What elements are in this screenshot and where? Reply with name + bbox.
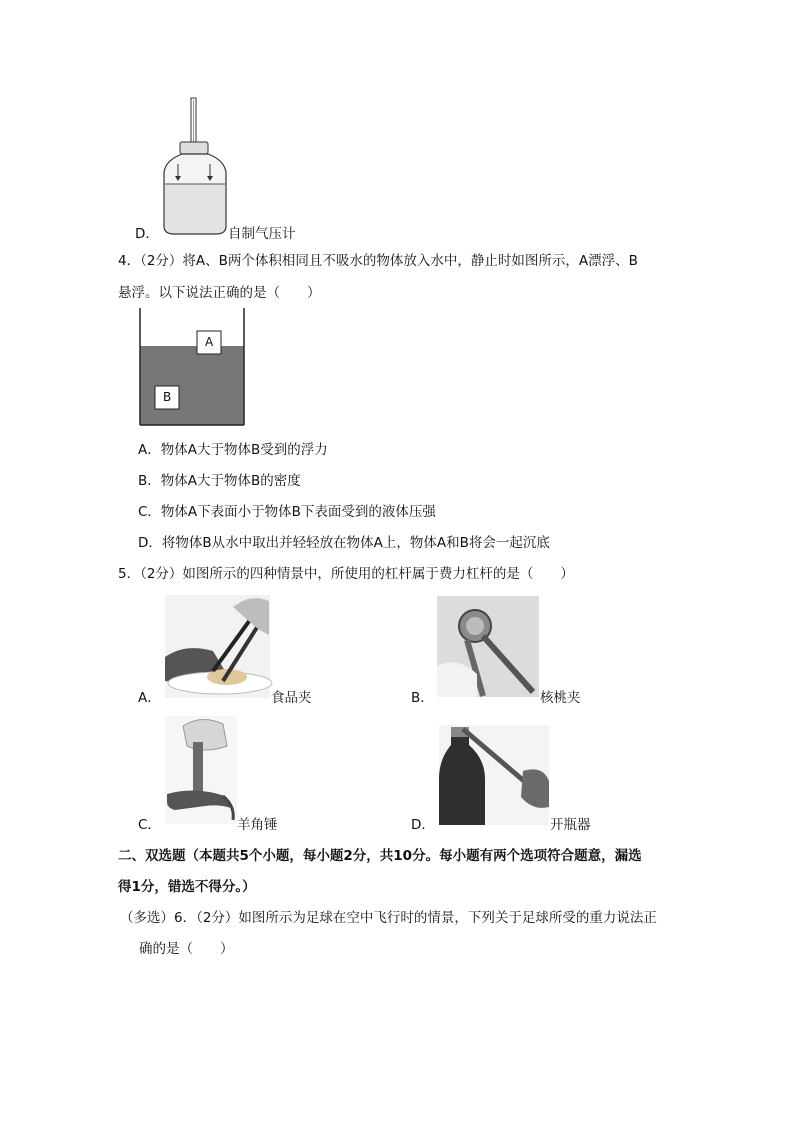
q4-option-c: C．物体A下表面小于物体B下表面受到的液体压强 [138, 504, 436, 520]
q4-figure-container [139, 308, 245, 426]
q5-option-c-caption: 羊角锤 [237, 817, 278, 833]
claw-hammer-photo [165, 716, 237, 824]
q5-option-c-letter: C． [138, 817, 161, 833]
block-b-label: B [163, 390, 172, 404]
q4-stem-line2: 悬浮。以下说法正确的是（ ） [118, 285, 321, 301]
q4-option-a: A．物体A大于物体B受到的浮力 [138, 442, 328, 458]
q3-option-d-letter: D． [135, 226, 159, 242]
block-a-label: A [205, 335, 214, 349]
q5-option-b-caption: 核桃夹 [540, 690, 581, 706]
q4-option-d: D．将物体B从水中取出并轻轻放在物体A上，物体A和B将会一起沉底 [138, 535, 550, 551]
q4-option-b: B．物体A大于物体B的密度 [138, 473, 301, 489]
q5-stem: 5．（2分）如图所示的四种情景中，所使用的杠杆属于费力杠杆的是（ ） [118, 566, 574, 582]
section2-heading-line1: 二、双选题（本题共5个小题，每小题2分，共10分。每小题有两个选项符合题意，漏选 [118, 848, 642, 864]
q5-option-b-letter: B． [411, 690, 434, 706]
q5-option-a-letter: A． [138, 690, 161, 706]
q4-stem-line1: 4．（2分）将A、B两个体积相同且不吸水的物体放入水中，静止时如图所示，A漂浮、B [118, 253, 638, 269]
nutcracker-photo [437, 596, 539, 697]
q5-option-d-letter: D． [411, 817, 435, 833]
section2-heading-line2: 得1分，错选不得分。） [118, 879, 256, 895]
water-container-figure [139, 308, 245, 426]
q5-option-d-caption: 开瓶器 [550, 817, 591, 833]
barometer-figure [160, 98, 230, 238]
q5-option-a-caption: 食品夹 [271, 690, 312, 706]
q3-option-d-caption: 自制气压计 [228, 226, 296, 242]
q6-stem-line2: 确的是（ ） [139, 941, 234, 957]
q6-stem-line1: （多选）6．（2分）如图所示为足球在空中飞行时的情景，下列关于足球所受的重力说法正 [120, 910, 657, 926]
bottle-opener-photo [439, 725, 549, 825]
food-tongs-photo [165, 595, 270, 698]
